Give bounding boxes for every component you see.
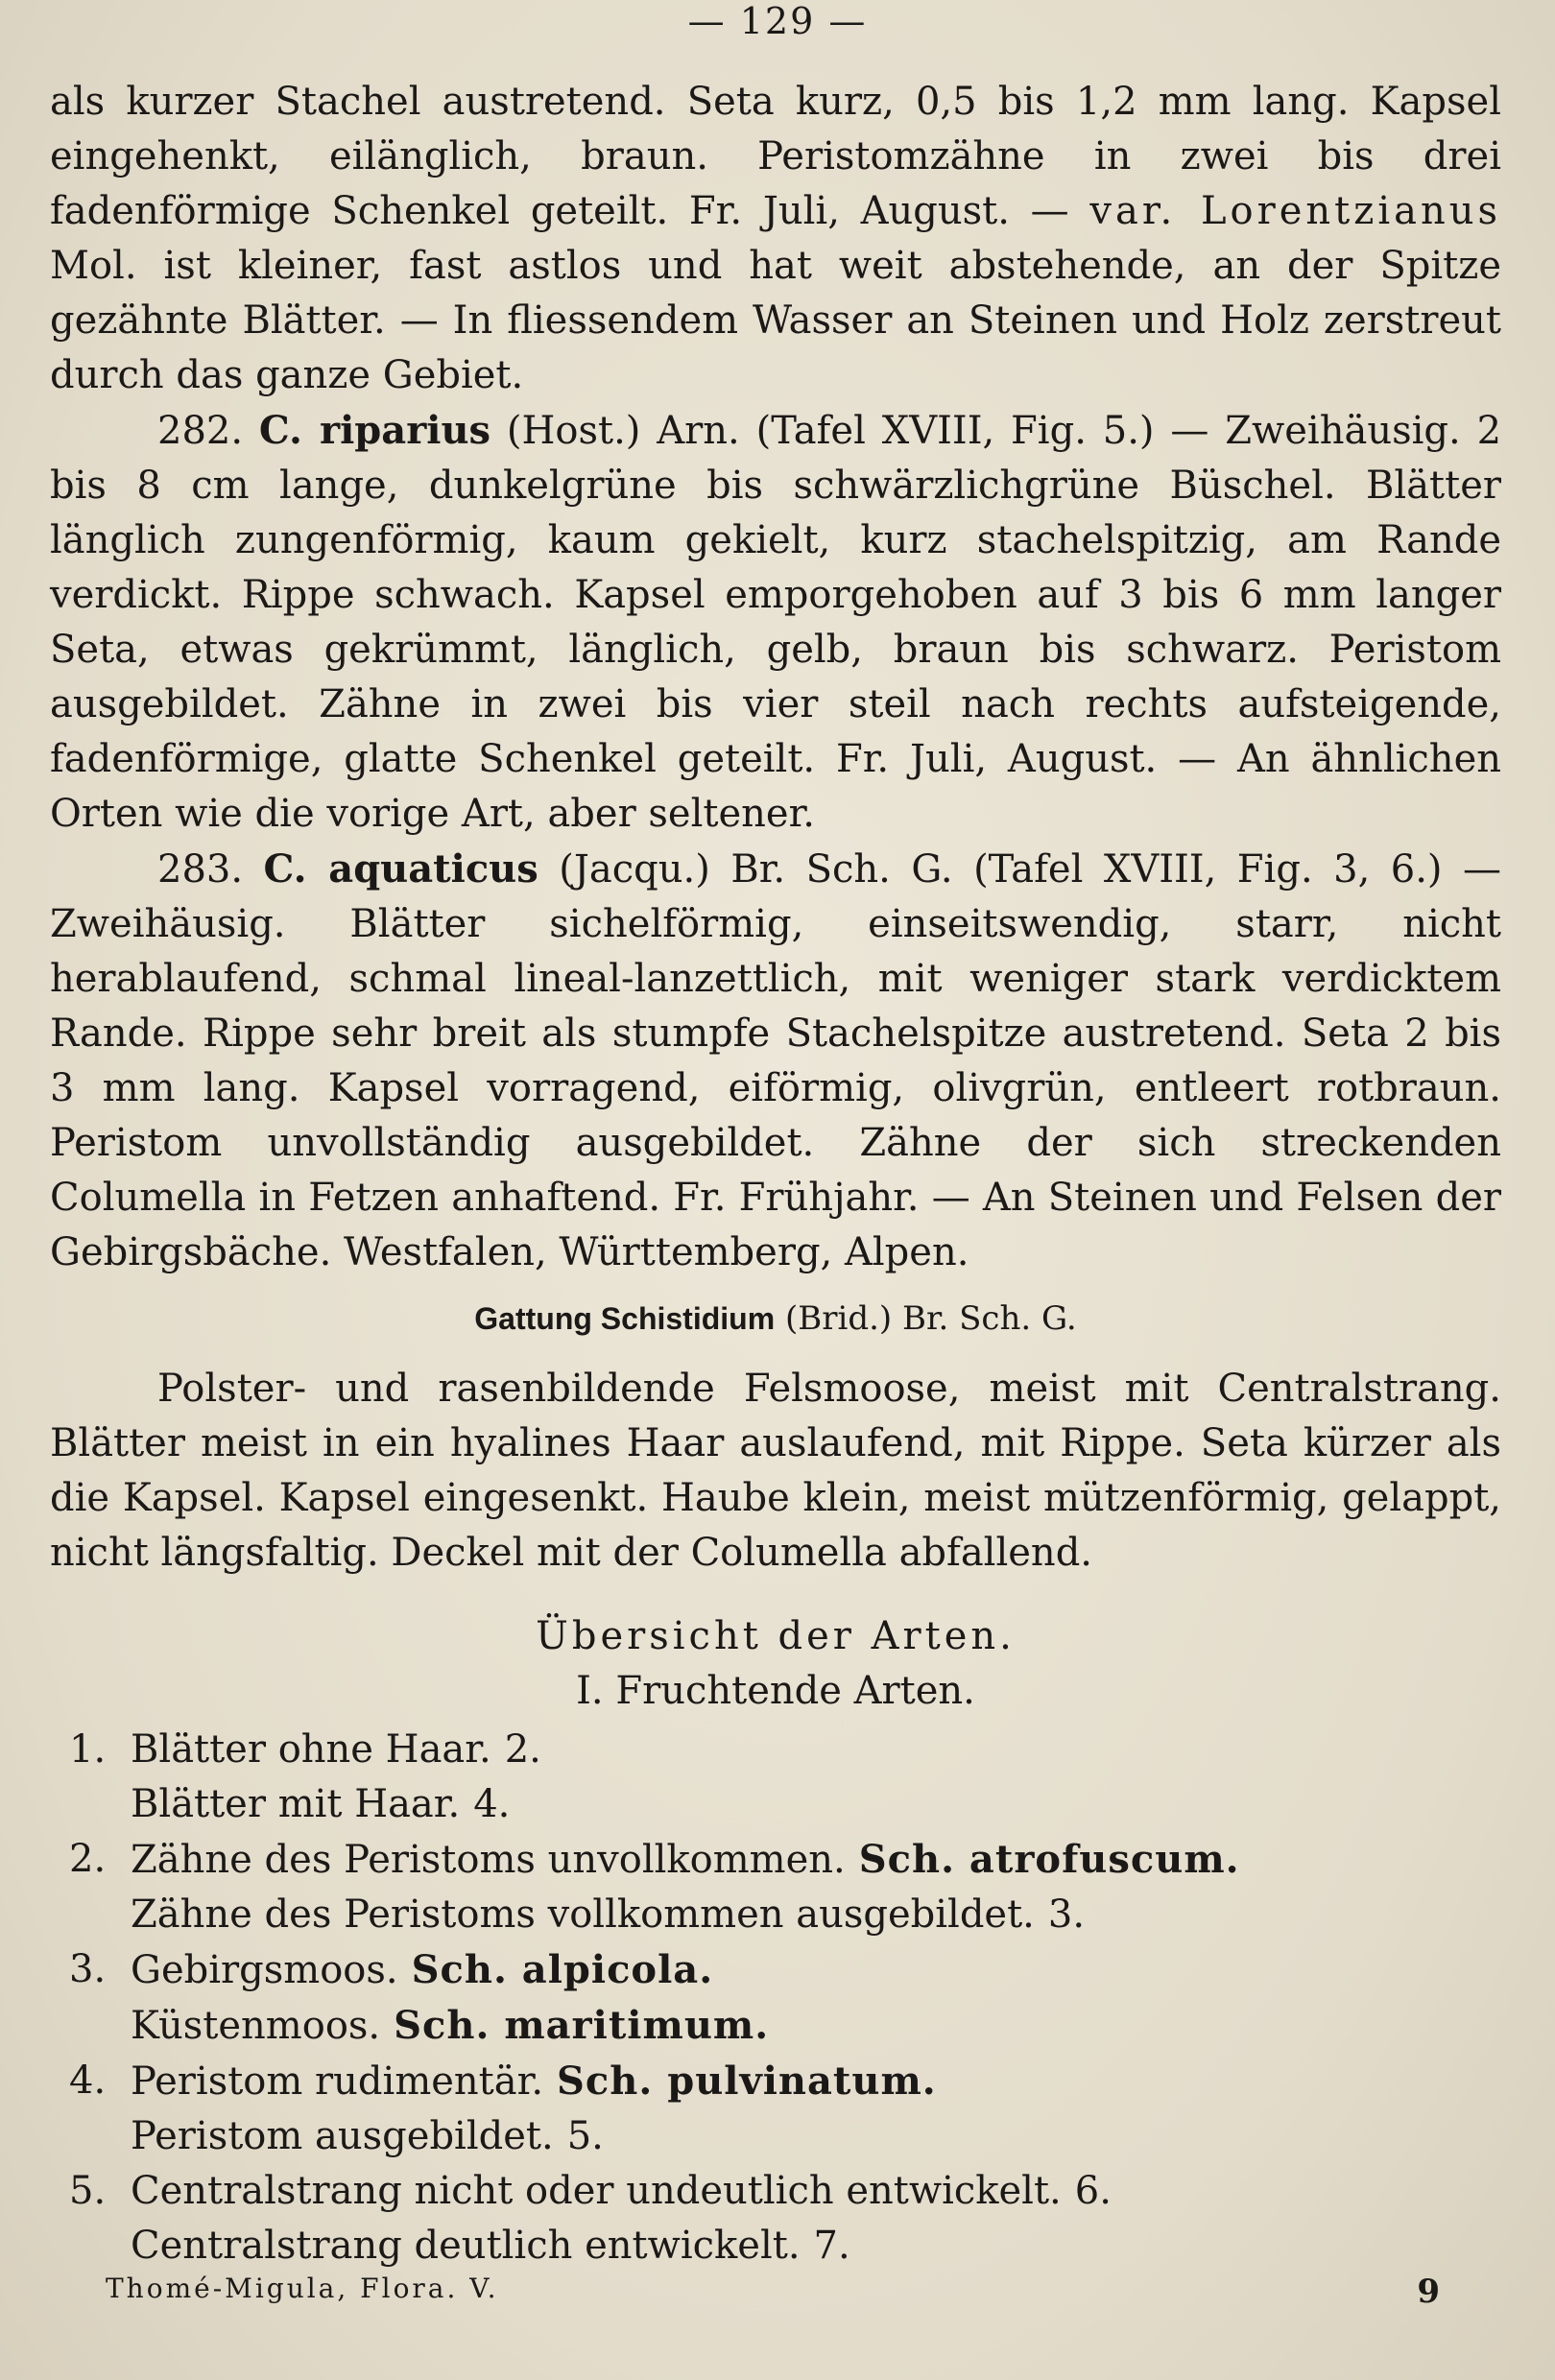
signature-mark: 9 <box>1417 2273 1440 2311</box>
key-text: Centralstrang deutlich entwickelt. <box>131 2224 801 2268</box>
key-text: Blätter ohne Haar. <box>131 1727 491 1772</box>
key-text: Centralstrang nicht oder undeutlich entwickelt. <box>131 2169 1062 2213</box>
continued-paragraph <box>50 75 1501 403</box>
key-text: Küstenmoos. <box>131 2004 381 2048</box>
key-item <box>50 2054 1501 2109</box>
key-item <box>50 1888 1501 1942</box>
key-item <box>50 1723 1501 1777</box>
key-lead: 5. <box>566 2114 604 2158</box>
key-lead: 2. <box>504 1727 541 1772</box>
text-run: als kurzer Stachel austretend. Seta kurz, 0,5 bis 1,2 mm lang. Kapsel eingehenkt, eilänglich, braun. Peristomzähne in zwei bis drei fadenförmige Schenkel geteilt. Fr. Juli, August. — <box>50 80 1501 233</box>
key-text: Blätter mit Haar. <box>131 1782 461 1826</box>
genus-heading <box>50 1292 1501 1346</box>
species-name: C. aquaticus <box>263 846 538 892</box>
species-description: (Jacqu.) Br. Sch. G. (Tafel XVIII, Fig. 3, 6.) — Zweihäusig. Blätter sichelförmig, einseitswendig, starr, nicht herablaufend, schmal lineal-lanzettlich, mit weniger stark verdicktem Rande. Rippe sehr breit als stumpfe Stachelspitze austretend. Seta 2 bis 3 mm lang. Kapsel vorragend, eiförmig, olivgrün, entleert rotbraun. Peristom unvollständig ausgebildet. Zähne der sich streckenden Columella in Fetzen anhaftend. Fr. Frühjahr. — An Steinen und Felsen der Gebirgsbäche. Westfalen, Württemberg, Alpen. <box>50 847 1501 1274</box>
key-species: Sch. atrofuscum. <box>858 1837 1240 1882</box>
key-text: Peristom rudimentär. <box>131 2059 544 2104</box>
key-text: Zähne des Peristoms vollkommen ausgebildet. <box>131 1892 1035 1937</box>
key-species: Sch. pulvinatum. <box>557 2059 937 2104</box>
key-lead: 7. <box>813 2224 850 2268</box>
key-lead: 6. <box>1074 2169 1112 2213</box>
species-number: 282. <box>157 409 244 453</box>
genus-description: Polster- und rasenbildende Felsmoose, meist mit Centralstrang. Blätter meist in ein hyalines Haar auslaufend, mit Rippe. Seta kürzer als die Kapsel. Kapsel eingesenkt. Haube klein, meist mützenförmig, gelappt, nicht längsfaltig. Deckel mit der Columella abfallend. <box>50 1367 1501 1575</box>
key-item <box>50 1832 1501 1888</box>
key-text: Gebirgsmoos. <box>131 1948 398 1992</box>
key-lead: 3. <box>1047 1892 1086 1937</box>
key-item <box>50 1998 1501 2054</box>
key-species: Sch. alpicola. <box>411 1947 714 1992</box>
key-item <box>50 2219 1501 2273</box>
section-title: I. Fruchtende Arten. <box>576 1669 975 1713</box>
key-item <box>50 1777 1501 1832</box>
key-number: 3. <box>69 1947 107 1991</box>
key-species: Sch. maritimum. <box>394 2003 770 2048</box>
page-body <box>50 75 1501 2273</box>
species-entry-282 <box>50 403 1501 842</box>
variety-name: var. Lorentzianus <box>1089 189 1502 233</box>
overview-title: Übersicht der Arten. <box>536 1614 1016 1658</box>
key-text: Peristom ausgebildet. <box>131 2114 554 2158</box>
key-item <box>50 2109 1501 2164</box>
key-number: 1. <box>69 1727 107 1772</box>
identification-key <box>50 1723 1501 2273</box>
footer-title: Thomé-Migula, Flora. V. <box>106 2273 499 2304</box>
key-text: Zähne des Peristoms unvollkommen. <box>131 1838 846 1882</box>
species-entry-283 <box>50 842 1501 1280</box>
genus-author: (Brid.) Br. Sch. G. <box>775 1299 1077 1338</box>
genus-name: Gattung Schistidium <box>474 1301 776 1336</box>
species-description: (Host.) Arn. (Tafel XVIII, Fig. 5.) — Zweihäusig. 2 bis 8 cm lange, dunkelgrüne bis schwärzlichgrüne Büschel. Blätter länglich zungenförmig, kaum gekielt, kurz stachelspitzig, am Rande verdickt. Rippe schwach. Kapsel emporgehoben auf 3 bis 6 mm langer Seta, etwas gekrümmt, länglich, gelb, braun bis schwarz. Peristom ausgebildet. Zähne in zwei bis vier steil nach rechts aufsteigende, fadenförmige, glatte Schenkel geteilt. Fr. Juli, August. — An ähnlichen Orten wie die vorige Art, aber seltener. <box>50 409 1502 836</box>
key-number: 2. <box>69 1837 107 1881</box>
key-item <box>50 1942 1501 1998</box>
text-run: Mol. ist kleiner, fast astlos und hat weit abstehende, an der Spitze gezähnte Blätter. — In fliessendem Wasser an Steinen und Holz zerstreut durch das ganze Gebiet. <box>50 244 1501 397</box>
species-name: C. riparius <box>258 408 491 453</box>
key-number: 5. <box>69 2169 107 2213</box>
species-number: 283. <box>157 847 244 892</box>
key-item <box>50 2164 1501 2219</box>
key-lead: 4. <box>473 1782 511 1826</box>
page-number: — 129 — <box>687 0 868 42</box>
page-footer <box>106 2273 1469 2311</box>
key-number: 4. <box>69 2059 107 2103</box>
